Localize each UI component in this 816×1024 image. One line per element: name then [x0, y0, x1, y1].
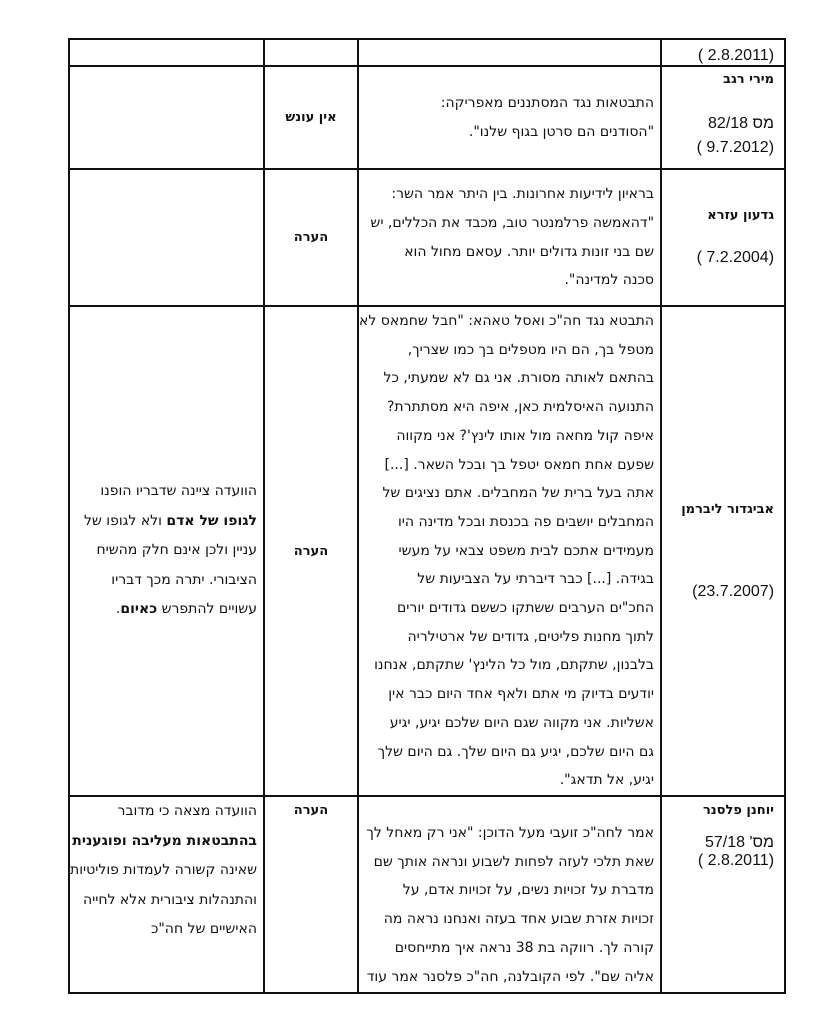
note-text: עניין ולכן אינם חלק מהשיח	[96, 542, 257, 559]
note-emphasis: בהתבטאות מעליבה ופוגענית	[72, 832, 257, 849]
punishment-cell	[264, 39, 358, 66]
note-text: ולא לגופו של	[83, 512, 167, 529]
statement-line: בלבנון, שתקתם, מול כל הלינץ' שתקתם, אנחנו	[374, 657, 655, 674]
statement-line: מעמידים אתכם לבית משפט צבאי על מעשי	[398, 542, 655, 559]
statement-cell	[358, 169, 661, 306]
note-emphasis: לגופו של אדם	[166, 512, 257, 529]
note-text: שאינה קשורה לעמדות פוליטיות	[70, 862, 257, 878]
statement-line: איפה קול מחאה מול אותו לינץ'? אני מקווה	[396, 427, 655, 444]
statement-line: יגיע, אל תדאג".	[559, 772, 655, 789]
complaint-date: (23.7.2007)	[692, 582, 775, 600]
note-line	[70, 477, 257, 507]
member-cell	[661, 796, 785, 993]
table-row	[69, 169, 785, 306]
member-name: יוחנן פלסנר	[702, 803, 775, 818]
statement-line: קורה לך. רווקה בת 38 נראה איך מתייחסים	[394, 939, 655, 956]
statement-line: זכויות אזרת שבוע אחד בעזה ואנחנו נראה מה	[383, 911, 655, 928]
note-text: הוועדה מצאה כי מדובר	[117, 803, 257, 819]
case-number: מס' 57/18	[704, 834, 775, 851]
member-name: אביגדור ליברמן	[681, 501, 775, 517]
note-line	[70, 827, 257, 857]
note-text: האישיים של חה"כ	[150, 921, 257, 937]
note-text: והתנהלות ציבורית אלא לחייה	[82, 891, 257, 908]
statement-line: יודעים בדיוק מי אתם ולאף אחד היום כבר אין	[388, 686, 655, 703]
member-cell	[661, 306, 785, 796]
note-text: הציבורי. יתרה מכך דבריו	[111, 571, 257, 588]
statement-line: בהתאם לאותה מסורת. אני גם לא שמעתי, כל	[383, 370, 655, 387]
statement-cell	[358, 66, 661, 169]
note-line	[70, 915, 257, 945]
statement-line: החכ"ים הערבים ששתקו כששם גדודים יורים	[397, 600, 655, 617]
note-line	[70, 856, 257, 886]
note-text: הוועדה ציינה שדבריו הופנו	[100, 483, 257, 500]
punishment-cell	[264, 306, 358, 796]
note-emphasis: כאיום	[120, 601, 158, 618]
statement-cell	[358, 796, 661, 993]
statement-line: התבטאות נגד המסתננים מאפריקה:	[440, 94, 655, 111]
statement-line: אליה שם". לפי הקובלנה, חה"כ פלסנר אמר עוד	[366, 968, 655, 985]
complaint-date: (7.2.2004 )	[696, 249, 775, 266]
complaints-table	[68, 38, 786, 994]
member-name: גדעון עזרא	[707, 208, 775, 223]
table-row	[69, 796, 785, 993]
statement-line: בגידה. [...] כבר דיברתי על הצביעות של	[417, 571, 655, 588]
table-row	[69, 66, 785, 169]
committee-notes-cell	[69, 39, 264, 66]
complaint-date: (9.7.2012 )	[696, 139, 775, 156]
punishment-cell	[264, 66, 358, 169]
punishment-cell	[264, 796, 358, 993]
member-cell	[661, 39, 785, 66]
table-row	[69, 306, 785, 796]
statement-line: בראיון לידיעות אחרונות. בין היתר אמר השר:	[391, 186, 655, 203]
committee-notes-cell	[69, 306, 264, 796]
note-line	[70, 536, 257, 566]
punishment-label: הערה	[293, 230, 329, 245]
note-line	[70, 886, 257, 916]
statement-line: התבטא נגד חה"כ ואסל טאהא: "חבל שחמאס לא	[358, 313, 655, 330]
punishment-label: אין עונש	[285, 110, 337, 125]
note-line	[70, 507, 257, 537]
statement-line: מטפל בך, הם היו מטפלים בך כמו שצריך,	[407, 341, 655, 358]
statement-cell	[358, 39, 661, 66]
member-cell	[661, 169, 785, 306]
committee-notes-cell	[69, 796, 264, 993]
statement-line: אשליות. אני מקווה שגם היום שלכם יגיע, יגיע	[389, 714, 655, 731]
complaint-date: (2.8.2011 )	[697, 47, 775, 64]
statement-line: אתה בעל ברית של המחבלים. אתם נציגים של	[382, 485, 655, 502]
member-cell	[661, 66, 785, 169]
punishment-label: הערה	[293, 803, 329, 818]
statement-line: שפעם אחת חמאס יטפל בך ובכל השאר. [...]	[384, 456, 655, 473]
statement-line: המחבלים יושבים פה בכנסת ובכל מדינה היו	[397, 513, 655, 530]
statement-line: "דהאמשה פרלמנטר טוב, מכבד את הכללים, יש	[370, 214, 655, 231]
member-name: מירי רגב	[723, 72, 775, 87]
complaint-date: (2.8.2011 )	[697, 852, 775, 869]
statement-line: סכנה למדינה".	[564, 272, 655, 289]
committee-notes-cell	[69, 169, 264, 306]
punishment-label: הערה	[293, 543, 329, 559]
statement-line: גם היום שלכם, יגיע גם היום שלך. גם היום שלך	[377, 743, 655, 760]
statement-line: מדברת על זכויות נשים, על זכויות אדם, על	[402, 882, 655, 899]
statement-line: לתוך מחנות פליטים, גדודים של ארטילריה	[407, 628, 655, 645]
statement-line: שם בני זונות גדולים יותר. עסאם מחול הוא	[404, 243, 655, 260]
statement-line: "הסודנים הם סרטן בגוף שלנו".	[468, 123, 655, 140]
case-number: מס 82/18	[708, 115, 775, 132]
statement-line: שאת תלכי לעזה לפחות לשבוע ונראה אותך שם	[373, 853, 655, 870]
table-row	[69, 39, 785, 66]
note-line	[70, 566, 257, 596]
punishment-cell	[264, 169, 358, 306]
note-line	[70, 797, 257, 827]
note-line	[70, 595, 257, 625]
statement-line: אמר לחה"כ זועבי מעל הדוכן: "אני רק מאחל לך	[366, 825, 655, 841]
statement-cell	[358, 306, 661, 796]
statement-line: התנועה האיסלמית כאן, איפה היא מסתתרת?	[386, 399, 655, 416]
committee-notes-cell	[69, 66, 264, 169]
note-text: .	[115, 601, 121, 618]
note-text: עשויים להתפרש	[157, 601, 257, 618]
